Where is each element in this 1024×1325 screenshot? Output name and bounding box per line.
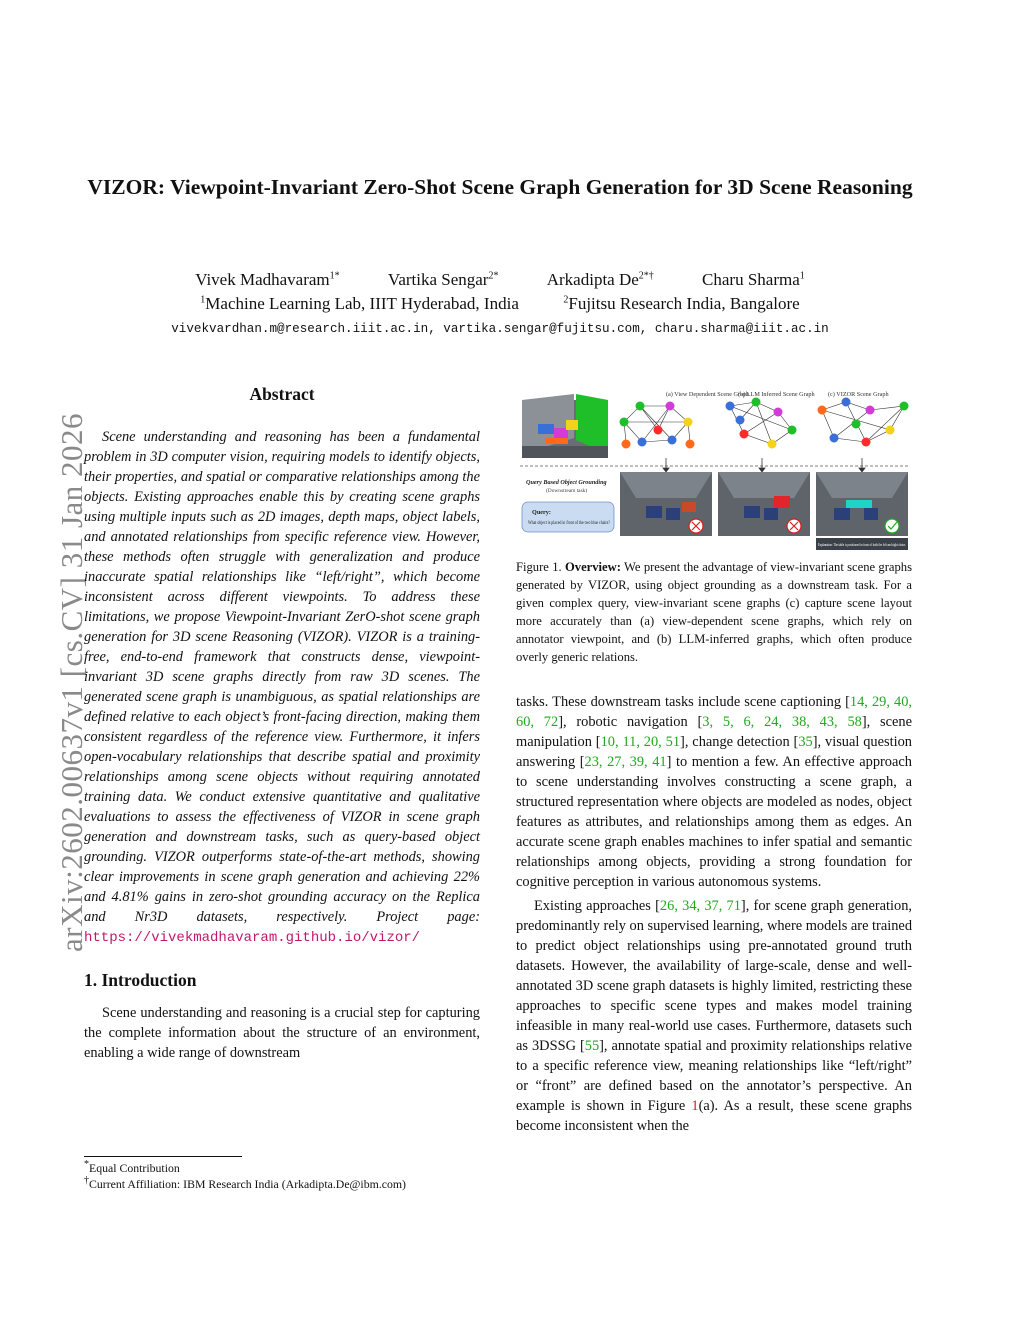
affiliation: $^2$Fujitsu Research India, Bangalore — [563, 294, 800, 313]
query-box — [522, 502, 647, 532]
query-label: Query: — [532, 509, 551, 516]
affiliation: $^1$Machine Learning Lab, IIIT Hyderabad, India — [200, 294, 519, 313]
left-column — [84, 384, 480, 1063]
citation-link[interactable]: 10, 11, 20, 51 — [600, 734, 681, 750]
citation-link[interactable]: 35 — [798, 734, 813, 750]
explanation-text: Explanation: The table is positioned in front of both the left and right chairs. — [818, 542, 906, 547]
citation-link[interactable]: 55 — [584, 1038, 600, 1054]
citation-link[interactable]: 26, 34, 37, 71 — [659, 898, 741, 914]
project-page-link[interactable]: https://vivekmadhavaram.github.io/vizor/ — [84, 930, 421, 946]
footnote-rule — [84, 1156, 242, 1157]
query-text: What object is placed in front of the two blue chairs? — [528, 520, 647, 526]
footnotes — [84, 1156, 480, 1192]
affiliations — [80, 294, 920, 314]
right-column — [516, 384, 912, 1136]
paper-title: VIZOR: Viewpoint-Invariant Zero-Shot Scene Graph Generation for 3D Scene Reasoning — [87, 175, 913, 199]
body-paragraph: tasks. These downstream tasks include scene captioning [14, 29, 40, 60, 72], robotic navigation [3, 5, 6, 24, 38, 43, 58], scene manipulation [10, 11, 20, 51], change detection [35], visual question answering [23, 27, 39, 41] to mention a few. An effective approach to scene understanding involves constructing a scene graph, a structured representation where objects are modeled as nodes, object features as attributes, and relationships among them as edges. An accurate scene graph enables machines to infer spatial and semantic relationships among objects, providing a strong foundation for cognitive perception in various autonomous systems. — [516, 694, 913, 890]
citation-link[interactable]: 14, 29, 40, 60, 72 — [516, 694, 912, 730]
figure-arrows — [663, 458, 865, 472]
abstract-heading: Abstract — [249, 384, 315, 404]
intro-paragraph: Scene understanding and reasoning is a crucial step for capturing the complete information about the structure of an environment, enabling a wide range of downstream — [84, 1005, 480, 1061]
figure-ref-link[interactable]: 1 — [691, 1098, 699, 1114]
panel-label-c: (c) VIZOR Scene Graph — [828, 391, 889, 398]
scene-render-b — [718, 472, 810, 536]
citation-link[interactable]: 3, 5, 6, 24, 38, 43, 58 — [702, 714, 862, 730]
figure-graphic — [516, 384, 912, 552]
author: Arkadipta $De^{2*\dagger}$ — [546, 270, 654, 289]
body-paragraph: Existing approaches [26, 34, 37, 71], for scene graph generation, predominantly rely on supervised learning, where models are trained to predict object relationships using pre-annotated ground truth datasets. However, the availability of large-scale, dense and well-annotated 3D scene graph datasets is highly limited, restricting these approaches to specific scene types and makes model training infeasible in many real-world use cases. Furthermore, datasets such as 3DSSG [55], annotate spatial and proximity relationships relative to a specific reference view, meaning relationships like “left/right” or “front” are defined based on the annotator’s perspective. An example is shown in Figure 1(a). As a result, these scene graphs become inconsistent when the — [516, 898, 913, 1134]
arxiv-id: arXiv:2602.00637v1 [cs.CV] 31 Jan 2026 — [54, 412, 89, 952]
author-emails: vivekvardhan.m@research.iiit.ac.in, vartika.sengar@fujitsu.com, charu.sharma@iiit.ac.in — [171, 322, 829, 336]
figure-caption: Figure 1. Overview: We present the advantage of view-invariant scene graphs generated by VIZOR, using object grounding as a downstream task. For a given complex query, view-invariant scene graphs (c) capture scene layout more accurately than (a) view-dependent scene graphs, which rely on annotator viewpoint, and (b) LLM-inferred graphs, which often produce overly generic relations. — [516, 560, 912, 664]
citation-link[interactable]: 23, 27, 39, 41 — [584, 754, 667, 770]
overview-figure — [516, 384, 912, 552]
section-heading-introduction: 1. Introduction — [84, 970, 197, 990]
panel-label-b: (b) LLM Inferred Scene Graph — [738, 391, 815, 398]
author: Vivek Madhavaram$^{1*}$ — [195, 270, 340, 289]
task-sublabel: (Downstream task) — [546, 488, 588, 494]
author-list — [80, 270, 920, 290]
scene-render-c — [816, 472, 908, 536]
author: Charu Sharma$^1$ — [702, 270, 805, 289]
right-body — [516, 692, 912, 1136]
author: Vartika Sengar$^{2*}$ — [387, 270, 499, 289]
scene-render-a — [620, 472, 712, 536]
task-label: Query Based Object Grounding — [526, 479, 607, 486]
arxiv-sidebar — [8, 372, 89, 952]
abstract-text: Scene understanding and reasoning has been a fundamental problem in 3D computer vision, requiring models to identify objects, their properties, and spatial or comparative relationships among the objects. Existing approaches enable this by creating scene graphs using multiple inputs such as 2D images, depth maps, object labels, and annotated relationships from specific reference view. However, these methods often struggle with generalization and produce inaccurate spatial relationships like “left/right”, which become inconsistent across different viewpoints. To address these limitations, we propose Viewpoint-Invariant ZerO-shot scene graph generation for 3D scene Reasoning (VIZOR). VIZOR is a training-free, end-to-end framework that constructs dense, viewpoint-invariant 3D scene graphs directly from raw 3D scenes. The generated scene graph is unambiguous, as spatial relationships are defined relative to each object’s front-facing direction, making them consistent regardless of the reference view. Furthermore, it infers open-vocabulary relationships that describe spatial and proximity relationships among scene objects without requiring annotated training data. We conduct extensive quantitative and qualitative evaluations to assess the effectiveness of VIZOR in scene graph generation and downstream tasks, such as query-based object grounding. VIZOR outperforms state-of-the-art methods, showing clear improvements in scene graph generation and achieving 22% and 4.81% gains in zero-shot grounding accuracy on the Replica and Nr3D datasets, respectively. Project page: https://vivekmadhavaram.github.io/vizor/ — [84, 429, 480, 946]
scene-render-top — [522, 394, 608, 458]
footnote: †Current Affiliation: IBM Research India (Arkadipta.De@ibm.com) — [84, 1175, 406, 1191]
graph-a-nodes — [620, 402, 695, 449]
panel-label-a: (a) View Dependent Scene Graph — [666, 391, 750, 398]
graph-a-edges — [624, 406, 690, 442]
footnote: *Equal Contribution — [84, 1159, 180, 1175]
